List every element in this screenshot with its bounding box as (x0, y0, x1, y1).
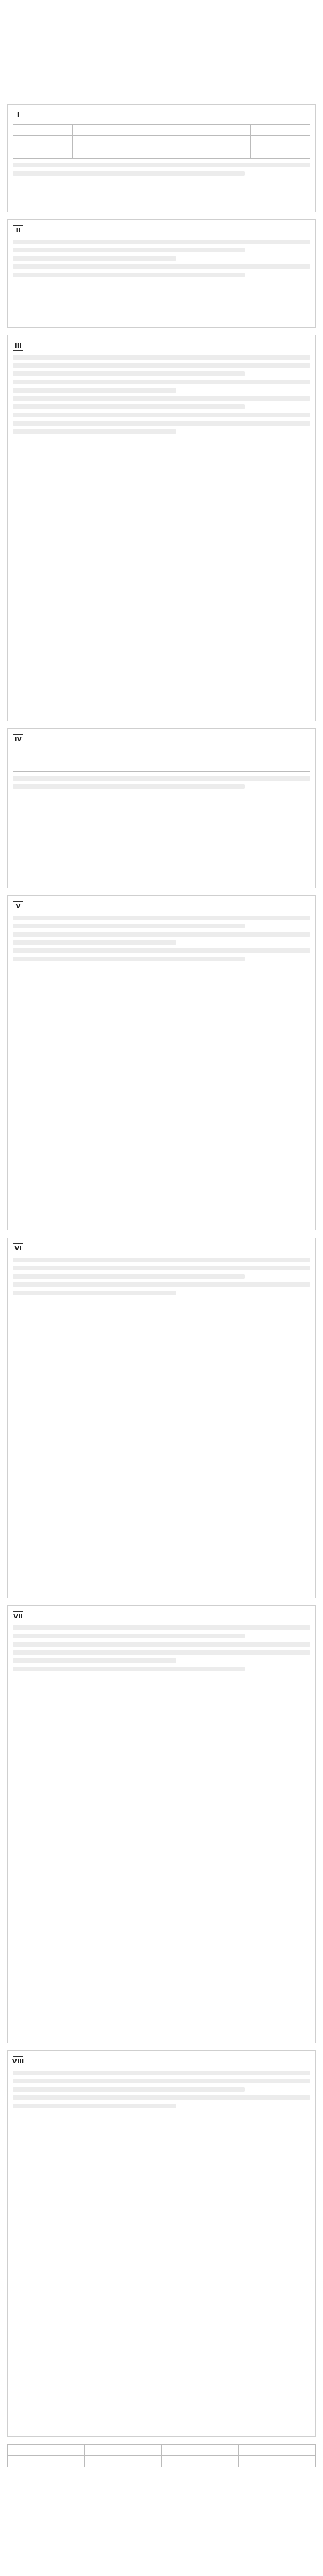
notice-date (7, 80, 316, 88)
section-number: V (13, 901, 23, 911)
section-body (13, 124, 310, 207)
section-1 (7, 104, 316, 212)
section-body (13, 355, 310, 716)
section-5 (7, 895, 316, 1230)
section-6 (7, 1238, 316, 1598)
section-2 (7, 219, 316, 328)
title-line-2 (7, 25, 316, 37)
section-number: III (13, 341, 23, 351)
section-body (13, 749, 310, 883)
section-body (13, 2071, 310, 2431)
section-7 (7, 1605, 316, 2043)
issuer (7, 90, 316, 97)
notice-number (7, 5, 316, 11)
section-number: VII (13, 1611, 23, 1621)
section-body (13, 240, 310, 322)
contact-table (7, 2444, 316, 2467)
title-block (7, 14, 316, 37)
recruitment-table (13, 124, 310, 159)
title-line-1 (7, 14, 316, 23)
intro-paragraph (7, 43, 316, 74)
section-body (13, 1258, 310, 1592)
salary-table (13, 749, 310, 772)
section-8 (7, 2050, 316, 2437)
section-body (13, 1625, 310, 2038)
section-number: I (13, 110, 23, 120)
section-3 (7, 335, 316, 721)
section-4 (7, 728, 316, 888)
section-body (13, 916, 310, 1225)
section-number: IV (13, 734, 23, 744)
section-number: VI (13, 1243, 23, 1253)
section-number: VIII (13, 2056, 23, 2066)
section-number: II (13, 225, 23, 235)
